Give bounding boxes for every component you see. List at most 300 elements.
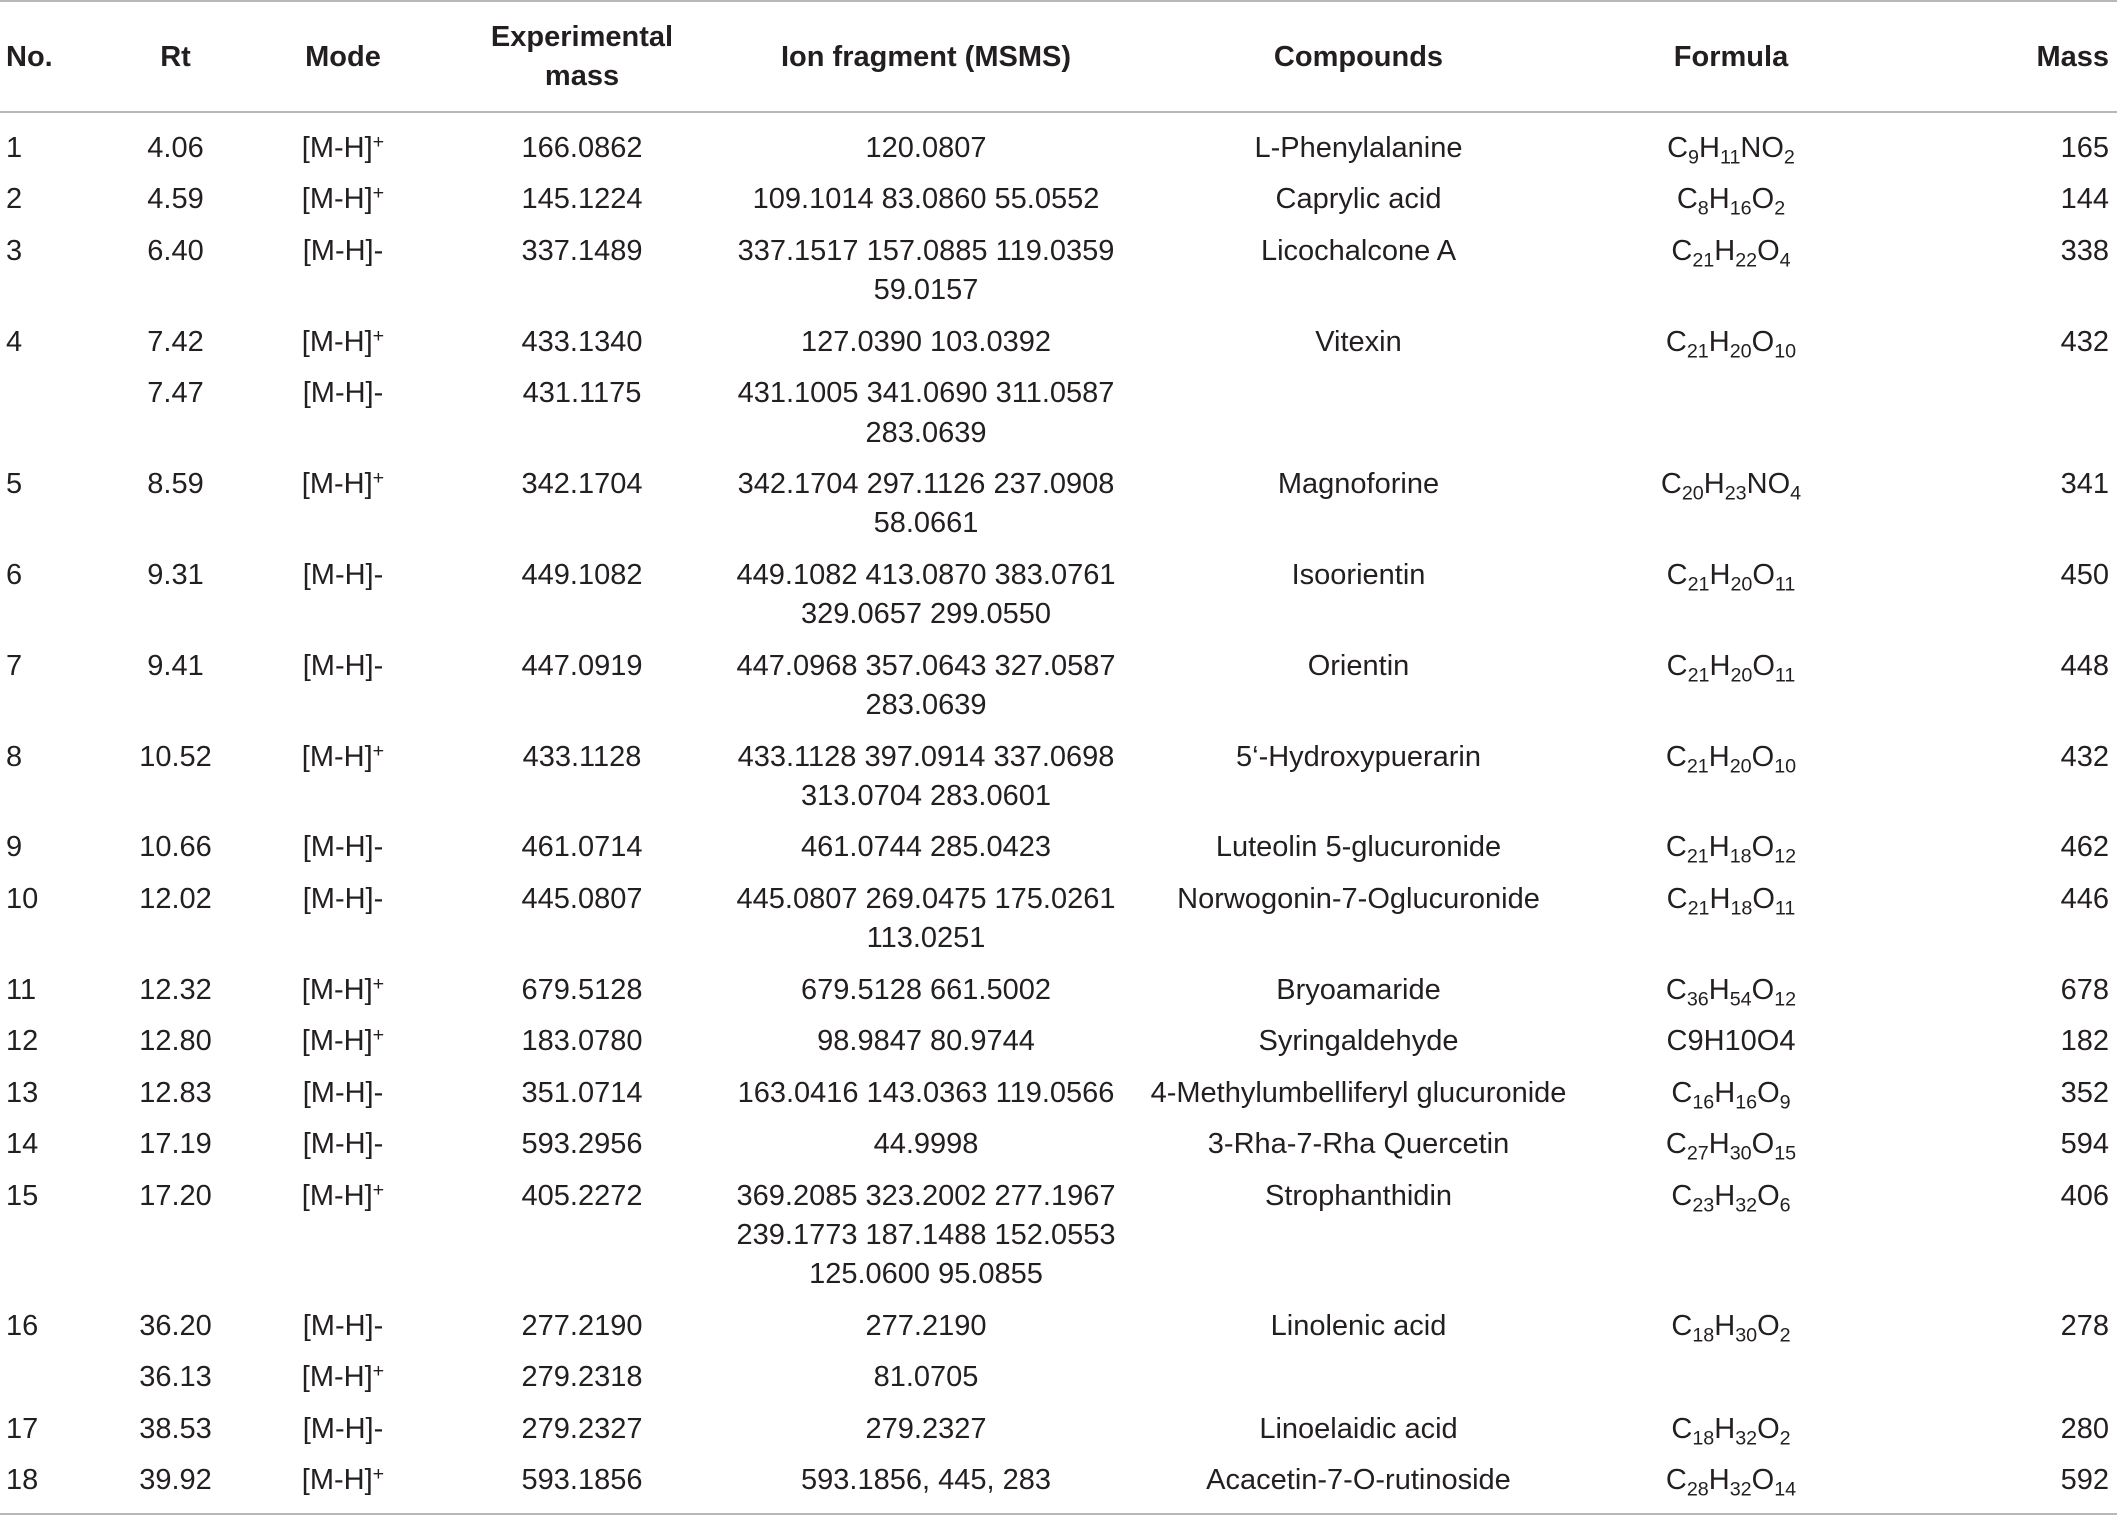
cell-ion-fragment: [721, 1301, 1131, 1352]
mode-base: [M-H]: [301, 325, 373, 358]
formula-element: C: [1665, 831, 1687, 864]
cell-compound: Licochalcone A: [1260, 234, 1457, 267]
formula-element: O: [1757, 1412, 1780, 1445]
cell-formula: [1586, 174, 1876, 225]
cell-mode: [243, 1455, 443, 1513]
mode-base: [M-H]: [301, 131, 373, 164]
formula-element: H: [1714, 1179, 1736, 1212]
formula-element: H: [1708, 973, 1730, 1006]
cell-mass: 592: [1876, 1455, 2117, 1513]
formula-element: H: [1709, 558, 1731, 591]
formula-subscript: 20: [1729, 754, 1752, 777]
cell-rt: 4.59: [147, 183, 204, 216]
formula-element: C9H10O4: [1666, 1025, 1796, 1058]
mode-superscript: +: [372, 1178, 385, 1201]
cell-mode: [243, 459, 443, 550]
formula-element: O: [1752, 882, 1775, 915]
formula-subscript: 2: [1774, 197, 1786, 220]
header-mode: Mode: [243, 1, 443, 112]
cell-mass: 406: [2060, 1179, 2109, 1212]
formula-element: H: [1708, 325, 1730, 358]
cell-no: [0, 368, 108, 459]
mode-base: [M-H]-: [302, 831, 384, 864]
mode-superscript: +: [372, 972, 385, 995]
formula-element: H: [1708, 1464, 1730, 1497]
formula-element: H: [1699, 131, 1720, 164]
cell-rt: 17.20: [139, 1179, 212, 1212]
mode-superscript: +: [372, 1024, 385, 1047]
mode-base: [M-H]: [301, 1025, 373, 1058]
formula-subscript: 21: [1686, 339, 1709, 362]
cell-experimental-mass: 351.0714: [521, 1076, 643, 1109]
formula-subscript: 12: [1774, 988, 1797, 1011]
cell-mode: [243, 732, 443, 823]
cell-rt: 9.31: [147, 558, 204, 591]
cell-no: 15: [6, 1179, 39, 1212]
cell-no: 4: [6, 325, 23, 358]
cell-formula: [1586, 1352, 1876, 1403]
header-row: [0, 1, 2117, 112]
cell-ion-fragment: [721, 368, 1131, 459]
cell-mode: [243, 1016, 443, 1067]
fragment-line: 239.1773 187.1488 152.0553: [736, 1218, 1116, 1251]
fragment-line: 431.1005 341.0690 311.0587: [737, 377, 1115, 410]
fragment-line: 44.9998: [873, 1128, 979, 1161]
table-row: [0, 1068, 2117, 1119]
cell-rt: 4.06: [147, 131, 204, 164]
cell-compound: Acacetin-7-O-rutinoside: [1131, 1455, 1586, 1513]
cell-formula: [1586, 874, 1876, 965]
formula-element: NO: [1740, 131, 1784, 164]
formula-element: C: [1671, 1076, 1693, 1109]
cell-no: 5: [6, 467, 23, 500]
cell-no: 11: [6, 973, 37, 1006]
formula-subscript: 2: [1783, 146, 1795, 169]
formula-subscript: 21: [1687, 897, 1710, 920]
formula-element: H: [1708, 183, 1730, 216]
formula-element: C: [1665, 740, 1687, 773]
fragment-line: 447.0968 357.0643 327.0587: [736, 649, 1116, 682]
fragment-line: 109.1014 83.0860 55.0552: [752, 183, 1100, 216]
cell-no: 1: [6, 131, 23, 164]
formula-subscript: 32: [1735, 1426, 1758, 1449]
mode-superscript: +: [372, 467, 385, 490]
cell-compound: Linoelaidic acid: [1259, 1412, 1458, 1445]
formula-element: O: [1757, 1076, 1780, 1109]
cell-formula: [1586, 1119, 1876, 1170]
formula-subscript: 16: [1735, 1090, 1758, 1113]
cell-compound: Isoorientin: [1291, 558, 1426, 591]
cell-no: 16: [6, 1309, 39, 1342]
cell-ion-fragment: [721, 1352, 1131, 1403]
cell-mode: [243, 226, 443, 317]
formula-subscript: 10: [1774, 754, 1797, 777]
table-row: [0, 174, 2117, 225]
cell-formula: [1586, 317, 1876, 368]
cell-experimental-mass: 445.0807: [521, 882, 643, 915]
formula-element: O: [1757, 1179, 1780, 1212]
cell-compound: L-Phenylalanine: [1254, 131, 1463, 164]
formula-element: C: [1666, 558, 1688, 591]
cell-rt: 9.41: [147, 649, 204, 682]
mode-superscript: +: [372, 1360, 385, 1383]
cell-rt: 10.66: [139, 831, 212, 864]
cell-rt: 12.32: [139, 973, 212, 1006]
mode-superscript: +: [372, 739, 385, 762]
cell-compound: Magnoforine: [1277, 467, 1440, 500]
formula-element: H: [1708, 831, 1730, 864]
table-header: [0, 1, 2117, 112]
cell-mass: 594: [2060, 1128, 2109, 1161]
cell-experimental-mass: 461.0714: [521, 831, 643, 864]
formula-element: C: [1676, 183, 1698, 216]
cell-formula: [1586, 1301, 1876, 1352]
formula-element: C: [1666, 649, 1688, 682]
formula-element: C: [1667, 131, 1689, 164]
formula-subscript: 32: [1729, 1478, 1752, 1501]
cell-ion-fragment: [721, 1404, 1131, 1455]
header-compounds: Compounds: [1131, 1, 1586, 112]
fragment-line: 461.0744 285.0423: [801, 831, 1051, 864]
fragment-line: 369.2085 323.2002 277.1967: [736, 1179, 1116, 1212]
cell-experimental-mass: 405.2272: [521, 1179, 643, 1212]
cell-mass: 432: [2060, 325, 2109, 358]
formula-subscript: 23: [1692, 1193, 1715, 1216]
cell-ion-fragment: [721, 1171, 1131, 1301]
formula-element: NO: [1746, 467, 1791, 500]
table-row: [0, 1455, 2117, 1513]
cell-mode: [243, 1068, 443, 1119]
cell-experimental-mass: 279.2327: [521, 1412, 643, 1445]
cell-experimental-mass: 337.1489: [521, 234, 643, 267]
cell-ion-fragment: [721, 965, 1131, 1016]
cell-rt: 39.92: [108, 1455, 243, 1513]
formula-element: C: [1665, 973, 1687, 1006]
cell-ion-fragment: [721, 550, 1131, 641]
cell-formula: [1586, 1404, 1876, 1455]
cell-mode: [243, 550, 443, 641]
cell-mass: [1876, 1352, 2117, 1403]
header-rt: Rt: [108, 1, 243, 112]
cell-mass: 446: [2060, 882, 2109, 915]
cell-formula: [1586, 112, 1876, 174]
cell-compound: [1131, 1352, 1586, 1403]
cell-no: 2: [6, 183, 23, 216]
cell-no: 18: [0, 1455, 108, 1513]
cell-ion-fragment: [721, 732, 1131, 823]
cell-ion-fragment: [721, 641, 1131, 732]
formula-subscript: 20: [1729, 339, 1752, 362]
formula-subscript: 28: [1686, 1478, 1709, 1501]
mode-base: [M-H]: [301, 183, 373, 216]
cell-ion-fragment: [721, 1016, 1131, 1067]
cell-ion-fragment: [721, 226, 1131, 317]
cell-ion-fragment: [721, 1119, 1131, 1170]
fragment-line: 81.0705: [873, 1361, 979, 1394]
cell-mode: [243, 641, 443, 732]
formula-subscript: 16: [1692, 1090, 1715, 1113]
cell-experimental-mass: 277.2190: [521, 1309, 643, 1342]
formula-subscript: 21: [1686, 754, 1709, 777]
fragment-line: 279.2327: [865, 1412, 987, 1445]
cell-no: 14: [6, 1128, 39, 1161]
cell-no: [0, 1352, 108, 1403]
cell-mass: 448: [2060, 649, 2109, 682]
mode-superscript: +: [372, 1463, 385, 1486]
formula-subscript: 18: [1692, 1426, 1715, 1449]
formula-subscript: 8: [1697, 197, 1709, 220]
header-formula: Formula: [1586, 1, 1876, 112]
formula-element: C: [1671, 234, 1693, 267]
cell-no: 9: [6, 831, 23, 864]
table-row: [0, 874, 2117, 965]
formula-subscript: 9: [1779, 1090, 1791, 1113]
fragment-line: 342.1704 297.1126 237.0908: [737, 467, 1115, 500]
cell-mode: [243, 874, 443, 965]
cell-mode: [243, 317, 443, 368]
cell-compound: Norwogonin-7-Oglucuronide: [1177, 882, 1540, 915]
cell-mode: [243, 822, 443, 873]
formula-subscript: 4: [1790, 482, 1802, 505]
formula-subscript: 18: [1692, 1324, 1715, 1347]
cell-experimental-mass: 431.1175: [522, 377, 642, 410]
formula-element: O: [1757, 234, 1780, 267]
cell-experimental-mass: 447.0919: [521, 649, 643, 682]
cell-rt: 12.80: [139, 1025, 212, 1058]
cell-no: 13: [6, 1076, 39, 1109]
cell-no: 17: [6, 1412, 39, 1445]
cell-compound: Syringaldehyde: [1258, 1025, 1459, 1058]
formula-subscript: 27: [1686, 1142, 1709, 1165]
cell-compound: Linolenic acid: [1270, 1309, 1447, 1342]
cell-rt: 8.59: [147, 467, 204, 500]
fragment-line: 283.0639: [865, 416, 987, 449]
formula-subscript: 20: [1681, 482, 1704, 505]
fragment-line: 277.2190: [865, 1309, 987, 1342]
cell-experimental-mass: 593.1856: [443, 1455, 721, 1513]
cell-experimental-mass: 679.5128: [521, 973, 643, 1006]
formula-subscript: 6: [1779, 1193, 1791, 1216]
formula-subscript: 21: [1687, 573, 1710, 596]
cell-formula: [1586, 732, 1876, 823]
cell-no: 3: [6, 234, 23, 267]
cell-mode: [243, 1119, 443, 1170]
cell-mass: 432: [2060, 740, 2109, 773]
formula-element: H: [1708, 1128, 1730, 1161]
cell-mass: 278: [2060, 1309, 2109, 1342]
formula-subscript: 32: [1735, 1193, 1758, 1216]
formula-subscript: 10: [1774, 339, 1797, 362]
cell-formula: [1586, 965, 1876, 1016]
formula-subscript: 11: [1774, 573, 1796, 596]
cell-ion-fragment: [721, 317, 1131, 368]
formula-element: O: [1751, 183, 1775, 216]
formula-subscript: 11: [1774, 897, 1796, 920]
table-row: [0, 112, 2117, 174]
cell-rt: 6.40: [147, 234, 204, 267]
fragment-line: 127.0390 103.0392: [801, 325, 1051, 358]
formula-subscript: 2: [1779, 1324, 1791, 1347]
cell-mass: 144: [2060, 183, 2109, 216]
cell-formula: [1586, 641, 1876, 732]
formula-element: O: [1752, 649, 1775, 682]
cell-compound: 3-Rha-7-Rha Quercetin: [1207, 1128, 1510, 1161]
cell-mass: 338: [2060, 234, 2109, 267]
cell-no: 10: [6, 882, 39, 915]
formula-subscript: 22: [1735, 249, 1758, 272]
cell-ion-fragment: [721, 874, 1131, 965]
mode-base: [M-H]-: [302, 649, 384, 682]
mode-base: [M-H]: [301, 1361, 373, 1394]
formula-subscript: 12: [1774, 845, 1797, 868]
formula-subscript: 16: [1729, 197, 1752, 220]
cell-no: 12: [6, 1025, 39, 1058]
cell-no: 6: [6, 558, 23, 591]
cell-formula: [1586, 1016, 1876, 1067]
cell-rt: 38.53: [139, 1412, 212, 1445]
formula-subscript: 21: [1686, 845, 1709, 868]
cell-experimental-mass: 342.1704: [521, 467, 643, 500]
header-ion-fragment: Ion fragment (MSMS): [721, 1, 1131, 112]
formula-element: C: [1671, 1309, 1693, 1342]
formula-subscript: 20: [1730, 663, 1753, 686]
formula-subscript: 21: [1692, 249, 1715, 272]
fragment-line: 313.0704 283.0601: [801, 780, 1051, 812]
cell-experimental-mass: 433.1128: [522, 740, 642, 773]
formula-element: O: [1751, 1464, 1775, 1497]
cell-rt: 12.02: [139, 882, 212, 915]
table-row: [0, 368, 2117, 459]
mode-superscript: +: [372, 182, 385, 205]
formula-subscript: 11: [1719, 146, 1741, 169]
cell-mass: 280: [2060, 1412, 2109, 1445]
mode-base: [M-H]-: [302, 882, 384, 915]
table-row: [0, 641, 2117, 732]
formula-element: H: [1709, 882, 1731, 915]
formula-element: O: [1751, 325, 1775, 358]
cell-formula: [1586, 1455, 1876, 1513]
cell-mass: 182: [2060, 1025, 2109, 1058]
formula-subscript: 23: [1724, 482, 1747, 505]
cell-experimental-mass: 166.0862: [521, 131, 643, 164]
formula-element: H: [1703, 467, 1725, 500]
cell-formula: [1586, 368, 1876, 459]
mode-base: [M-H]-: [302, 1128, 384, 1161]
cell-ion-fragment: [721, 1455, 1131, 1513]
mode-base: [M-H]: [301, 1179, 373, 1212]
mode-base: [M-H]-: [302, 1076, 384, 1109]
table-row: [0, 1119, 2117, 1170]
formula-element: O: [1751, 973, 1775, 1006]
cell-mode: [243, 1404, 443, 1455]
table-row: [0, 1171, 2117, 1301]
formula-subscript: 11: [1774, 663, 1796, 686]
fragment-line: 329.0657 299.0550: [801, 598, 1051, 631]
cell-mass: 450: [2060, 558, 2109, 591]
table-body: [0, 112, 2117, 1514]
cell-compound: 5‘-Hydroxypuerarin: [1236, 740, 1481, 773]
fragment-line: 58.0661: [873, 507, 979, 540]
cell-experimental-mass: 279.2318: [521, 1361, 643, 1394]
formula-subscript: 20: [1730, 573, 1753, 596]
table-row: [0, 1352, 2117, 1403]
formula-element: C: [1671, 1412, 1693, 1445]
mode-base: [M-H]: [301, 973, 373, 1006]
header-experimental-mass: Experimental mass: [443, 1, 721, 112]
cell-experimental-mass: 183.0780: [521, 1025, 643, 1058]
formula-element: H: [1714, 1309, 1736, 1342]
cell-compound: Luteolin 5-glucuronide: [1215, 831, 1502, 864]
cell-no: 7: [6, 649, 23, 682]
fragment-line: 59.0157: [873, 274, 979, 307]
cell-mass: 678: [2060, 973, 2109, 1006]
header-mass: Mass: [1876, 1, 2117, 112]
cell-ion-fragment: [721, 1068, 1131, 1119]
cell-rt: 7.42: [147, 325, 204, 358]
table-row: [0, 965, 2117, 1016]
mode-base: [M-H]: [301, 1464, 373, 1497]
cell-compound: Orientin: [1307, 649, 1410, 682]
cell-mode: [243, 368, 443, 459]
mode-base: [M-H]-: [302, 1412, 384, 1445]
cell-experimental-mass: 145.1224: [521, 183, 643, 216]
fragment-line: 593.1856, 445, 283: [801, 1464, 1051, 1497]
formula-subscript: 30: [1735, 1324, 1758, 1347]
cell-formula: [1586, 1068, 1876, 1119]
fragment-line: 283.0639: [865, 689, 987, 722]
cell-rt: 12.83: [139, 1076, 212, 1109]
mode-base: [M-H]: [301, 467, 373, 500]
cell-mode: [243, 1171, 443, 1301]
fragment-line: 445.0807 269.0475 175.0261: [736, 882, 1116, 915]
cell-rt: 17.19: [139, 1128, 212, 1161]
mode-base: [M-H]-: [302, 377, 384, 410]
fragment-line: 113.0251: [866, 922, 986, 955]
formula-element: H: [1714, 1412, 1736, 1445]
formula-subscript: 15: [1774, 1142, 1797, 1165]
cell-mass: 352: [2060, 1076, 2109, 1109]
fragment-line: 98.9847 80.9744: [817, 1025, 1035, 1058]
cell-rt: 7.47: [147, 377, 204, 410]
formula-element: C: [1671, 1179, 1693, 1212]
table-row: [0, 732, 2117, 823]
formula-element: C: [1665, 325, 1687, 358]
fragment-line: 120.0807: [865, 131, 987, 164]
table-row: [0, 226, 2117, 317]
mode-base: [M-H]: [301, 740, 373, 773]
fragment-line: 449.1082 413.0870 383.0761: [736, 558, 1116, 591]
mode-base: [M-H]-: [302, 234, 384, 267]
cell-rt: 36.13: [139, 1361, 212, 1394]
cell-rt: 36.20: [139, 1309, 212, 1342]
fragment-line: 125.0600 95.0855: [809, 1258, 1043, 1291]
cell-mass: [1876, 368, 2117, 459]
table-row: [0, 459, 2117, 550]
formula-element: H: [1714, 1076, 1736, 1109]
header-no: No.: [0, 1, 108, 112]
cell-experimental-mass: 433.1340: [521, 325, 643, 358]
formula-subscript: 21: [1687, 663, 1710, 686]
formula-subscript: 14: [1774, 1478, 1797, 1501]
cell-mass: 165: [2060, 131, 2109, 164]
cell-ion-fragment: [721, 112, 1131, 174]
cell-formula: [1586, 822, 1876, 873]
formula-element: C: [1665, 1128, 1687, 1161]
formula-subscript: 54: [1729, 988, 1752, 1011]
fragment-line: 163.0416 143.0363 119.0566: [737, 1076, 1115, 1109]
table-row: [0, 1016, 2117, 1067]
cell-formula: [1586, 226, 1876, 317]
